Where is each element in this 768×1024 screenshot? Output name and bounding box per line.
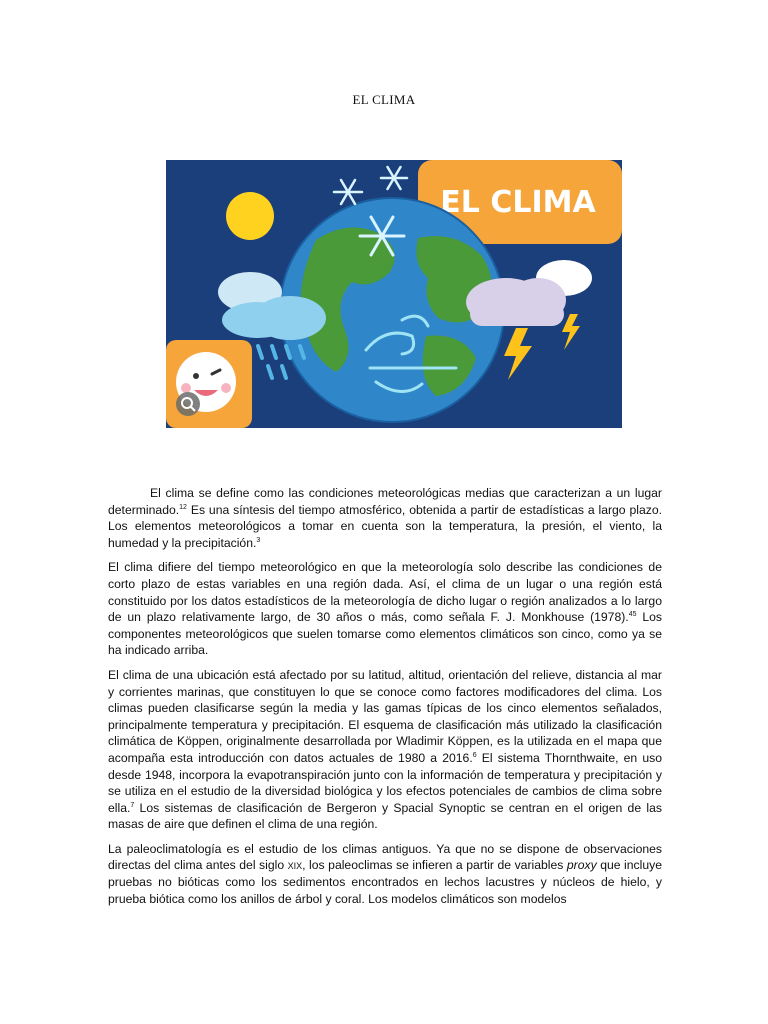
image-search-icon <box>176 392 200 416</box>
banner-text: EL CLIMA <box>440 185 596 220</box>
hero-illustration <box>166 160 622 428</box>
paragraph-3: El clima de una ubicación está afectado por su latitud, altitud, orientación del relieve, distancia al mar y corrientes marinas, que constituyen lo que se conoce como factores modificadores del clima. Los climas pueden clasificarse según la media y las gamas típicas de los cinco elementos señalados, principalmente temperatura y precipitación. El esquema de clasificación más utilizado la clasificación climática de Köppen, originalmente desarrollada por Wladimir Köppen, es la utilizada en el mapa que acompaña esta introducción con datos actuales de 1980 a 2016.$^6$ El sistema Thornthwaite, en uso desde 1948, incorpora la evapotranspiración junto con la información de temperatura y precipitación y se utiliza en el estudio de la diversidad biológica y los efectos potenciales de cambios de clima sobre ella.$^7$ Los sistemas de clasificación de Bergeron y Spacial Synoptic se centran en el origen de las masas de aire que definen el clima de una región. <box>108 667 662 832</box>
paragraph-4: La paleoclimatología es el estudio de los climas antiguos. Ya que no se dispone de observaciones directas del clima antes del siglo xix, los paleoclimas se infieren a partir de variables proxy que incluye pruebas no bióticas como los sedimentos encontrados en lechos lacustres y núcleos de hielo, y prueba biótica como los anillos de árbol y coral. Los modelos climáticos son modelos <box>108 841 662 906</box>
paragraph-1: El clima se define como las condiciones meteorológicas medias que caracterizan a un lugar determinado.$^{12}$ Es una síntesis del tiempo atmosférico, obtenida a partir de estadísticas a largo plazo. Los elementos meteorológicos a tomar en cuenta son la temperatura, la presión, el viento, la humedad y la precipitación.$^3$ <box>108 486 662 550</box>
sun-icon <box>226 192 274 240</box>
body-text <box>108 485 662 915</box>
paragraph-2: El clima difiere del tiempo meteorológico en que la meteorología solo describe las condiciones de corto plazo de estas variables en una región dada. Así, el clima de un lugar o una región está constituido por los datos estadísticos de la meteorología de dicho lugar o región analizados a lo largo de un plazo relativamente largo, de 30 años o más, como señala F. J. Monkhouse (1978).$^{45}$ Los componentes meteorológicos que suelen tomarse como elementos climáticos son cinco, como ya se ha indicado arriba. <box>108 560 662 658</box>
hero-image <box>166 160 622 428</box>
page-title: EL CLIMA <box>352 92 416 107</box>
